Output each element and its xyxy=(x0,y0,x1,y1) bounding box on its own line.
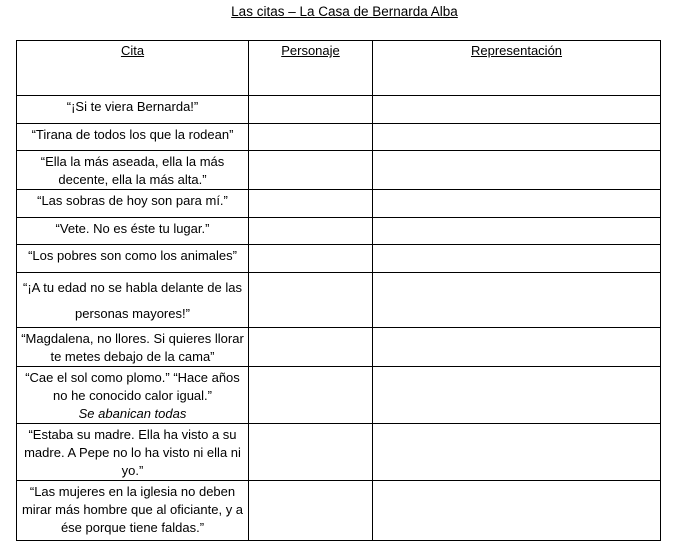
quote-text: “Las mujeres en la iglesia no deben mirar más hombre que al oficiante, y a ése porque tiene faldas.” xyxy=(21,484,244,535)
table-row xyxy=(17,218,661,245)
representation-cell[interactable] xyxy=(373,124,661,151)
representation-cell[interactable] xyxy=(373,481,661,541)
representation-cell[interactable] xyxy=(373,367,661,424)
character-cell[interactable] xyxy=(249,151,373,190)
table-header-row xyxy=(17,41,661,96)
table-row xyxy=(17,151,661,190)
character-cell[interactable] xyxy=(249,218,373,245)
quote-text: “Las sobras de hoy son para mí.” xyxy=(37,193,228,208)
header-character: Personaje xyxy=(249,41,373,96)
character-cell[interactable] xyxy=(249,328,373,367)
character-cell[interactable] xyxy=(249,96,373,124)
header-representation: Representación xyxy=(373,41,661,96)
character-cell[interactable] xyxy=(249,424,373,481)
character-cell[interactable] xyxy=(249,367,373,424)
quote-cell xyxy=(17,367,249,424)
quote-text: “Los pobres son como los animales” xyxy=(28,248,237,263)
quote-cell xyxy=(17,481,249,541)
quote-cell xyxy=(17,151,249,190)
character-cell[interactable] xyxy=(249,245,373,273)
document-title: Las citas – La Casa de Bernarda Alba xyxy=(231,4,458,19)
quote-text: “Estaba su madre. Ella ha visto a su madre. A Pepe no lo ha visto ni ella ni yo.” xyxy=(24,427,241,478)
quote-cell xyxy=(17,124,249,151)
character-cell[interactable] xyxy=(249,190,373,218)
table-row xyxy=(17,273,661,328)
representation-cell[interactable] xyxy=(373,424,661,481)
representation-cell[interactable] xyxy=(373,96,661,124)
quote-cell xyxy=(17,96,249,124)
representation-cell[interactable] xyxy=(373,245,661,273)
quote-text: “Tirana de todos los que la rodean” xyxy=(31,127,234,142)
quote-cell xyxy=(17,190,249,218)
table-row xyxy=(17,367,661,424)
stage-direction: Se abanican todas xyxy=(78,406,187,421)
table-row xyxy=(17,328,661,367)
quotes-table xyxy=(16,40,661,541)
table-row xyxy=(17,124,661,151)
quote-cell xyxy=(17,328,249,367)
table-row xyxy=(17,481,661,541)
table-row xyxy=(17,96,661,124)
representation-cell[interactable] xyxy=(373,151,661,190)
quote-cell xyxy=(17,245,249,273)
representation-cell[interactable] xyxy=(373,218,661,245)
quote-cell xyxy=(17,218,249,245)
character-cell[interactable] xyxy=(249,481,373,541)
quote-text: “Vete. No es éste tu lugar.” xyxy=(55,221,210,236)
table-row xyxy=(17,190,661,218)
quote-text: “Cae el sol como plomo.” “Hace años no he conocido calor igual.” xyxy=(25,370,240,403)
representation-cell[interactable] xyxy=(373,328,661,367)
quote-cell xyxy=(17,424,249,481)
header-quote: Cita xyxy=(17,41,249,96)
character-cell[interactable] xyxy=(249,124,373,151)
table-row xyxy=(17,424,661,481)
quote-text: “Ella la más aseada, ella la más decente, ella la más alta.” xyxy=(40,154,225,187)
representation-cell[interactable] xyxy=(373,273,661,328)
quote-text: “¡A tu edad no se habla delante de las personas mayores!” xyxy=(23,280,242,321)
quote-cell xyxy=(17,273,249,328)
table-row xyxy=(17,245,661,273)
quote-text: “Magdalena, no llores. Si quieres llorar te metes debajo de la cama” xyxy=(21,331,244,364)
representation-cell[interactable] xyxy=(373,190,661,218)
character-cell[interactable] xyxy=(249,273,373,328)
quote-text: “¡Si te viera Bernarda!” xyxy=(66,99,199,114)
